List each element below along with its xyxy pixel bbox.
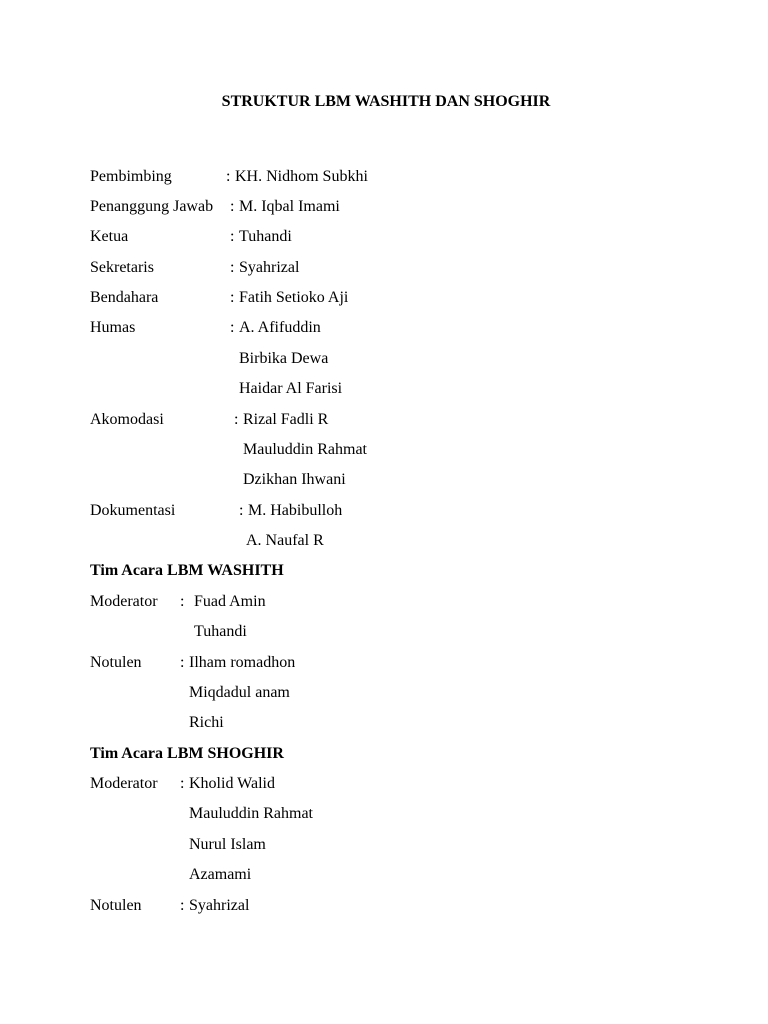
member-name: Tuhandi (194, 623, 247, 640)
role-separator: : (226, 168, 235, 185)
member-name: A. Afifuddin (239, 319, 321, 336)
section-heading-shoghir: Tim Acara LBM SHOGHIR (90, 745, 284, 762)
role-label: Ketua (90, 228, 129, 245)
member-name: Syahrizal (189, 897, 250, 914)
role-separator: : (180, 593, 193, 610)
member-name: Richi (189, 714, 224, 731)
member-name: Nurul Islam (189, 836, 266, 853)
member-name: Mauluddin Rahmat (189, 805, 313, 822)
member-name: M. Iqbal Imami (239, 198, 340, 215)
role-separator: : (239, 502, 248, 519)
role-separator: : (230, 198, 239, 215)
role-label: Pembimbing (90, 168, 172, 185)
member-name: Azamami (189, 866, 252, 883)
member-name: Fuad Amin (194, 593, 266, 610)
member-name: Tuhandi (239, 228, 292, 245)
role-separator: : (230, 259, 239, 276)
member-name: Syahrizal (239, 259, 300, 276)
member-name: Mauluddin Rahmat (243, 441, 367, 458)
member-name: Miqdadul anam (189, 684, 290, 701)
role-separator: : (230, 289, 239, 306)
document-title: STRUKTUR LBM WASHITH DAN SHOGHIR (221, 93, 551, 110)
role-label: Dokumentasi (90, 502, 176, 519)
role-label: Bendahara (90, 289, 159, 306)
role-separator: : (230, 228, 239, 245)
member-name: Fatih Setioko Aji (239, 289, 349, 306)
member-name: KH. Nidhom Subkhi (235, 168, 368, 185)
member-name: M. Habibulloh (248, 502, 343, 519)
role-label: Moderator (90, 593, 158, 610)
member-name: Rizal Fadli R (243, 411, 329, 428)
role-label: Moderator (90, 775, 158, 792)
member-name: Dzikhan Ihwani (243, 471, 346, 488)
role-separator: : (230, 319, 239, 336)
role-label: Sekretaris (90, 259, 154, 276)
role-separator: : (180, 775, 189, 792)
role-label: Humas (90, 319, 136, 336)
role-label: Penanggung Jawab (90, 198, 214, 215)
role-label: Notulen (90, 654, 142, 671)
role-separator: : (180, 897, 189, 914)
member-name: Haidar Al Farisi (239, 380, 343, 397)
member-name: Ilham romadhon (189, 654, 296, 671)
role-separator: : (180, 654, 189, 671)
member-name: Birbika Dewa (239, 350, 329, 367)
role-label: Notulen (90, 897, 142, 914)
member-name: A. Naufal R (246, 532, 324, 549)
role-label: Akomodasi (90, 411, 164, 428)
section-heading-washith: Tim Acara LBM WASHITH (90, 562, 284, 579)
role-separator: : (234, 411, 243, 428)
member-name: Kholid Walid (189, 775, 275, 792)
